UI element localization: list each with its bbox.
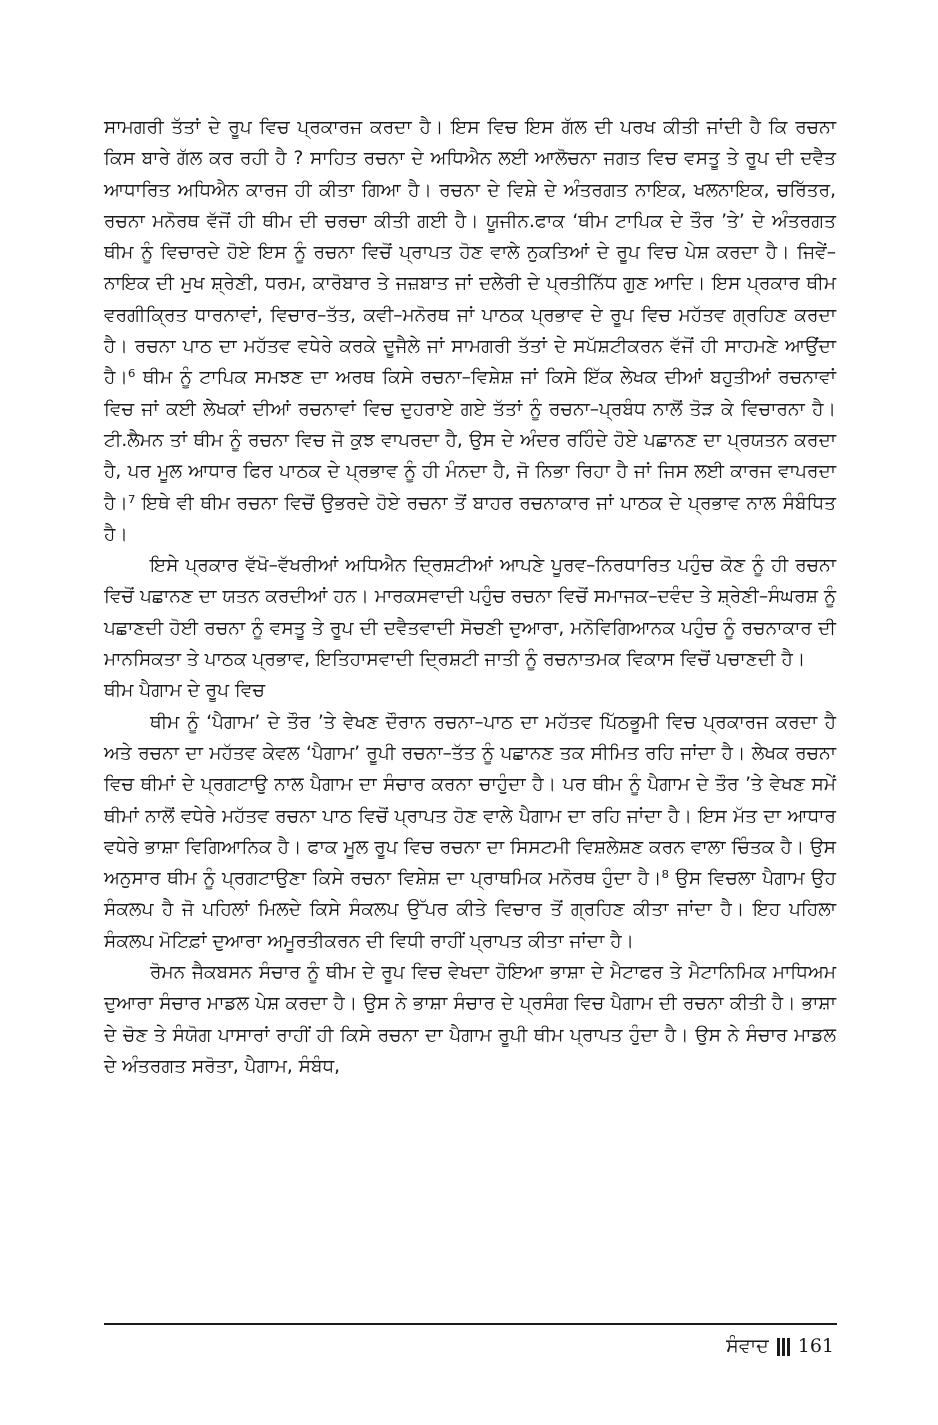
section-heading: ਥੀਮ ਪੈਗਾਮ ਦੇ ਰੂਪ ਵਿਚ [104,680,265,702]
body-text [104,112,836,1082]
paragraph-3: ਥੀਮ ਨੂੰ ‘ਪੈਗਾਮ’ ਦੇ ਤੌਰ ’ਤੇ ਵੇਖਣ ਦੌਰਾਨ ਰਚਨਾ–ਪਾਠ ਦਾ ਮਹੱਤਵ ਪਿੱਠਭੂਮੀ ਵਿਚ ਪ੍ਰਕਾਰਜ ਕਰਦਾ ਹੈ ਅਤੇ ਰਚਨਾ ਦਾ ਮਹੱਤਵ ਕੇਵਲ ‘ਪੈਗਾਮ’ ਰੂਪੀ ਰਚਨਾ–ਤੱਤ ਨੂੰ ਪਛਾਨਣ ਤਕ ਸੀਮਿਤ ਰਹਿ ਜਾਂਦਾ ਹੈ। ਲੇਖਕ ਰਚਨਾ ਵਿਚ ਥੀਮਾਂ ਦੇ ਪ੍ਰਗਟਾਉ ਨਾਲ ਪੈਗਾਮ ਦਾ ਸੰਚਾਰ ਕਰਨਾ ਚਾਹੁੰਦਾ ਹੈ। ਪਰ ਥੀਮ ਨੂੰ ਪੈਗਾਮ ਦੇ ਤੌਰ ’ਤੇ ਵੇਖਣ ਸਮੇਂ ਥੀਮਾਂ ਨਾਲੋਂ ਵਧੇਰੇ ਮਹੱਤਵ ਰਚਨਾ ਪਾਠ ਵਿਚੋਂ ਪ੍ਰਾਪਤ ਹੋਣ ਵਾਲੇ ਪੈਗਾਮ ਦਾ ਰਹਿ ਜਾਂਦਾ ਹੈ। ਇਸ ਮੱਤ ਦਾ ਆਧਾਰ ਵਧੇਰੇ ਭਾਸ਼ਾ ਵਿਗਿਆਨਿਕ ਹੈ। ਫਾਕ ਮੂਲ ਰੂਪ ਵਿਚ ਰਚਨਾ ਦਾ ਸਿਸਟਮੀ ਵਿਸ਼ਲੇਸ਼ਣ ਕਰਨ ਵਾਲਾ ਚਿੰਤਕ ਹੈ। ਉਸ ਅਨੁਸਾਰ ਥੀਮ ਨੂੰ ਪ੍ਰਗਟਾਉਣਾ ਕਿਸੇ ਰਚਨਾ ਵਿਸ਼ੇਸ਼ ਦਾ ਪ੍ਰਾਥਮਿਕ ਮਨੋਰਥ ਹੁੰਦਾ ਹੈ।⁸ ਉਸ ਵਿਚਲਾ ਪੈਗਾਮ ਉਹ ਸੰਕਲਪ ਹੈ ਜੋ ਪਹਿਲਾਂ ਮਿਲਦੇ ਕਿਸੇ ਸੰਕਲਪ ਉੱਪਰ ਕੀਤੇ ਵਿਚਾਰ ਤੋਂ ਗ੍ਰਹਿਣ ਕੀਤਾ ਜਾਂਦਾ ਹੈ। ਇਹ ਪਹਿਲਾ ਸੰਕਲਪ ਮੋਟਿਫ਼ਾਂ ਦੁਆਰਾ ਅਮੂਰਤੀਕਰਨ ਦੀ ਵਿਧੀ ਰਾਹੀਂ ਪ੍ਰਾਪਤ ਕੀਤਾ ਜਾਂਦਾ ਹੈ। [104,711,836,952]
separator-bars-icon [777,1336,792,1354]
page-number: 161 [797,1335,834,1357]
running-footer [726,1332,834,1360]
footer-rule [104,1323,837,1325]
paragraph-2: ਇਸੇ ਪ੍ਰਕਾਰ ਵੱਖੋ–ਵੱਖਰੀਆਂ ਅਧਿਐਨ ਦ੍ਰਿਸ਼ਟੀਆਂ ਆਪਣੇ ਪੂਰਵ–ਨਿਰਧਾਰਿਤ ਪਹੁੰਚ ਕੋਣ ਨੂੰ ਹੀ ਰਚਨਾ ਵਿਚੋਂ ਪਛਾਨਣ ਦਾ ਯਤਨ ਕਰਦੀਆਂ ਹਨ। ਮਾਰਕਸਵਾਦੀ ਪਹੁੰਚ ਰਚਨਾ ਵਿਚੋਂ ਸਮਾਜਕ–ਦਵੰਦ ਤੇ ਸ਼੍ਰੇਣੀ–ਸੰਘਰਸ਼ ਨੂੰ ਪਛਾਣਦੀ ਹੋਈ ਰਚਨਾ ਨੂੰ ਵਸਤੂ ਤੇ ਰੂਪ ਦੀ ਦਵੈਤਵਾਦੀ ਸੋਚਣੀ ਦੁਆਰਾ, ਮਨੋਵਿਗਿਆਨਕ ਪਹੁੰਚ ਨੂੰ ਰਚਨਾਕਾਰ ਦੀ ਮਾਨਸਿਕਤਾ ਤੇ ਪਾਠਕ ਪ੍ਰਭਾਵ, ਇਤਿਹਾਸਵਾਦੀ ਦ੍ਰਿਸ਼ਟੀ ਜਾਤੀ ਨੂੰ ਰਚਨਾਤਮਕ ਵਿਕਾਸ ਵਿਚੋਂ ਪਚਾਣਦੀ ਹੈ। [104,555,836,671]
paragraph-4: ਰੋਮਨ ਜੈਕਬਸਨ ਸੰਚਾਰ ਨੂੰ ਥੀਮ ਦੇ ਰੂਪ ਵਿਚ ਵੇਖਦਾ ਹੋਇਆ ਭਾਸ਼ਾ ਦੇ ਮੈਟਾਫਰ ਤੇ ਮੈਟਾਨਿਮਿਕ ਮਾਧਿਅਮ ਦੁਆਰਾ ਸੰਚਾਰ ਮਾਡਲ ਪੇਸ਼ ਕਰਦਾ ਹੈ। ਉਸ ਨੇ ਭਾਸ਼ਾ ਸੰਚਾਰ ਦੇ ਪ੍ਰਸੰਗ ਵਿਚ ਪੈਗਾਮ ਦੀ ਰਚਨਾ ਕੀਤੀ ਹੈ। ਭਾਸ਼ਾ ਦੇ ਚੋਣ ਤੇ ਸੰਯੋਗ ਪਾਸਾਰਾਂ ਰਾਹੀਂ ਹੀ ਕਿਸੇ ਰਚਨਾ ਦਾ ਪੈਗਾਮ ਰੂਪੀ ਥੀਮ ਪ੍ਰਾਪਤ ਹੁੰਦਾ ਹੈ। ਉਸ ਨੇ ਸੰਚਾਰ ਮਾਡਲ ਦੇ ਅੰਤਰਗਤ ਸਰੋਤਾ, ਪੈਗਾਮ, ਸੰਬੰਧ, [104,962,836,1077]
paragraph-1: ਸਾਮਗਰੀ ਤੱਤਾਂ ਦੇ ਰੂਪ ਵਿਚ ਪ੍ਰਕਾਰਜ ਕਰਦਾ ਹੈ। ਇਸ ਵਿਚ ਇਸ ਗੱਲ ਦੀ ਪਰਖ ਕੀਤੀ ਜਾਂਦੀ ਹੈ ਕਿ ਰਚਨਾ ਕਿਸ ਬਾਰੇ ਗੱਲ ਕਰ ਰਹੀ ਹੈ ? ਸਾਹਿਤ ਰਚਨਾ ਦੇ ਅਧਿਐਨ ਲਈ ਆਲੋਚਨਾ ਜਗਤ ਵਿਚ ਵਸਤੂ ਤੇ ਰੂਪ ਦੀ ਦਵੈਤ ਆਧਾਰਿਤ ਅਧਿਐਨ ਕਾਰਜ ਹੀ ਕੀਤਾ ਗਿਆ ਹੈ। ਰਚਨਾ ਦੇ ਵਿਸ਼ੇ ਦੇ ਅੰਤਰਗਤ ਨਾਇਕ, ਖਲਨਾਇਕ, ਚਰਿੱਤਰ, ਰਚਨਾ ਮਨੋਰਥ ਵੱਜੋਂ ਹੀ ਥੀਮ ਦੀ ਚਰਚਾ ਕੀਤੀ ਗਈ ਹੈ। ਯੂਜੀਨ.ਫਾਕ ‘ਥੀਮ ਟਾਪਿਕ ਦੇ ਤੌਰ ’ਤੇ’ ਦੇ ਅੰਤਰਗਤ ਥੀਮ ਨੂੰ ਵਿਚਾਰਦੇ ਹੋਏ ਇਸ ਨੂੰ ਰਚਨਾ ਵਿਚੋਂ ਪ੍ਰਾਪਤ ਹੋਣ ਵਾਲੇ ਨੁਕਤਿਆਂ ਦੇ ਰੂਪ ਵਿਚ ਪੇਸ਼ ਕਰਦਾ ਹੈ। ਜਿਵੇਂ–ਨਾਇਕ ਦੀ ਮੁਖ ਸ਼੍ਰੇਣੀ, ਧਰਮ, ਕਾਰੋਬਾਰ ਤੇ ਜਜ਼ਬਾਤ ਜਾਂ ਦਲੇਰੀ ਦੇ ਪ੍ਰਤੀਨਿੱਧ ਗੁਣ ਆਦਿ। ਇਸ ਪ੍ਰਕਾਰ ਥੀਮ ਵਰਗੀਕ੍ਰਿਤ ਧਾਰਨਾਵਾਂ, ਵਿਚਾਰ–ਤੱਤ, ਕਵੀ–ਮਨੋਰਥ ਜਾਂ ਪਾਠਕ ਪ੍ਰਭਾਵ ਦੇ ਰੂਪ ਵਿਚ ਮਹੱਤਵ ਗ੍ਰਹਿਣ ਕਰਦਾ ਹੈ। ਰਚਨਾ ਪਾਠ ਦਾ ਮਹੱਤਵ ਵਧੇਰੇ ਕਰਕੇ ਦੂਜੈਲੇ ਜਾਂ ਸਾਮਗਰੀ ਤੱਤਾਂ ਦੇ ਸਪੱਸ਼ਟੀਕਰਨ ਵੱਜੋਂ ਹੀ ਸਾਹਮਣੇ ਆਉਂਦਾ ਹੈ।⁶ ਥੀਮ ਨੂੰ ਟਾਪਿਕ ਸਮਝਣ ਦਾ ਅਰਥ ਕਿਸੇ ਰਚਨਾ–ਵਿਸ਼ੇਸ਼ ਜਾਂ ਕਿਸੇ ਇੱਕ ਲੇਖਕ ਦੀਆਂ ਬਹੁਤੀਆਂ ਰਚਨਾਵਾਂ ਵਿਚ ਜਾਂ ਕਈ ਲੇਖਕਾਂ ਦੀਆਂ ਰਚਨਾਵਾਂ ਵਿਚ ਦੁਹਰਾਏ ਗਏ ਤੱਤਾਂ ਨੂੰ ਰਚਨਾ–ਪ੍ਰਬੰਧ ਨਾਲੋਂ ਤੋੜ ਕੇ ਵਿਚਾਰਨਾ ਹੈ। ਟੀ.ਲੈਮਨ ਤਾਂ ਥੀਮ ਨੂੰ ਰਚਨਾ ਵਿਚ ਜੋ ਕੁਝ ਵਾਪਰਦਾ ਹੈ, ਉਸ ਦੇ ਅੰਦਰ ਰਹਿੰਦੇ ਹੋਏ ਪਛਾਨਣ ਦਾ ਪ੍ਰਯਤਨ ਕਰਦਾ ਹੈ, ਪਰ ਮੂਲ ਆਧਾਰ ਫਿਰ ਪਾਠਕ ਦੇ ਪ੍ਰਭਾਵ ਨੂੰ ਹੀ ਮੰਨਦਾ ਹੈ, ਜੋ ਨਿਭਾ ਰਿਹਾ ਹੈ ਜਾਂ ਜਿਸ ਲਈ ਕਾਰਜ ਵਾਪਰਦਾ ਹੈ।⁷ ਇਥੇ ਵੀ ਥੀਮ ਰਚਨਾ ਵਿਚੋਂ ਉਭਰਦੇ ਹੋਏ ਰਚਨਾ ਤੋਂ ਬਾਹਰ ਰਚਨਾਕਾਰ ਜਾਂ ਪਾਠਕ ਦੇ ਪ੍ਰਭਾਵ ਨਾਲ ਸੰਬੰਧਿਤ ਹੈ। [104,117,836,545]
journal-name: ਸੰਵਾਦ [726,1335,769,1357]
